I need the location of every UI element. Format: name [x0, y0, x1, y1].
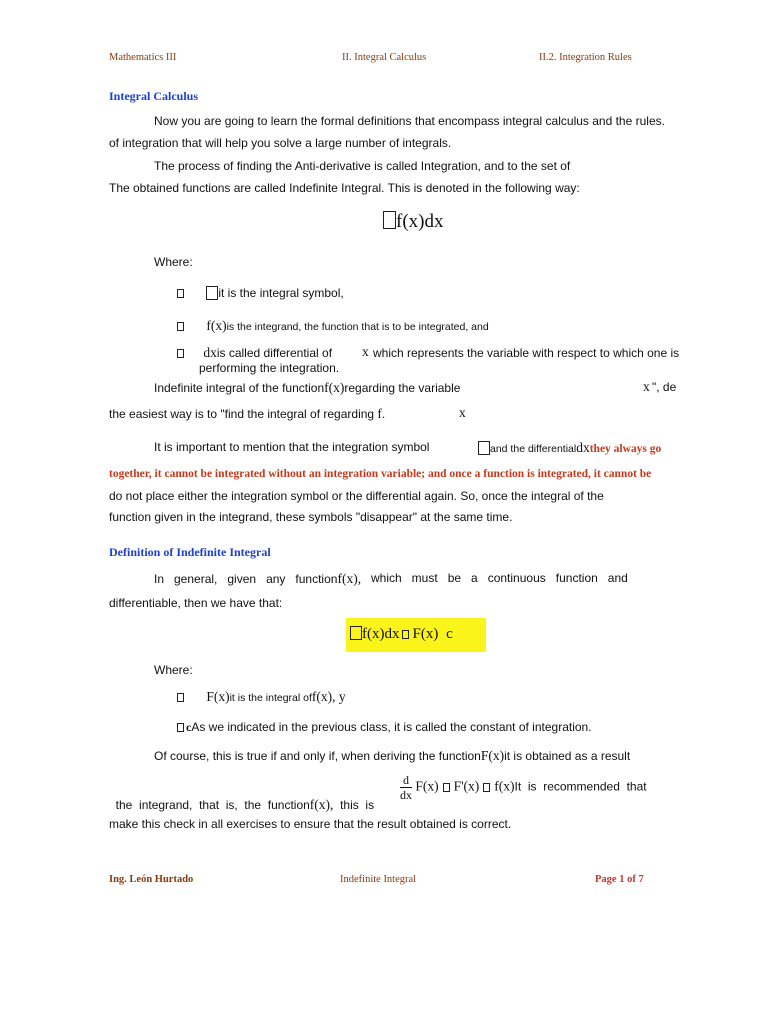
- emphasis-text: they always go: [589, 443, 662, 455]
- text: ", de: [652, 380, 677, 394]
- paragraph-line: make this check in all exercises to ensure that the result obtained is correct.: [109, 817, 512, 831]
- footer-center: Indefinite Integral: [340, 874, 417, 885]
- derivative-fraction: [400, 773, 412, 802]
- paragraph-line: The obtained functions are called Indefinite Integral. This is denoted in the following way:: [109, 181, 580, 195]
- bullet-text: As we indicated in the previous class, it is called the constant of integration.: [191, 720, 592, 734]
- equals-glyph-icon: [402, 630, 409, 639]
- formula-text: F(x): [412, 626, 439, 642]
- section-title-definition: Definition of Indefinite Integral: [109, 545, 271, 559]
- integral-symbol-icon: [206, 286, 218, 300]
- bullet-math: dx: [203, 345, 217, 360]
- variable-x: x: [643, 379, 650, 394]
- variable-x: x: [362, 344, 369, 359]
- bullet-text: which represents the variable with respect to which one is: [373, 346, 680, 360]
- paragraph-line: Now you are going to learn the formal definitions that encompass integral calculus and the rules.: [154, 114, 665, 128]
- paragraph-line: differentiable, then we have that:: [109, 596, 283, 610]
- bullet-text: is the integrand, the function that is to be integrated, and: [226, 321, 489, 333]
- paragraph-line: [109, 783, 374, 813]
- bullet-icon: [177, 322, 184, 331]
- bullet-icon: [177, 349, 184, 358]
- text: It is recommended that: [514, 779, 647, 794]
- math: dx: [576, 440, 590, 455]
- math: f(x),: [309, 797, 334, 812]
- reading-line: the easiest way is to "find the integral of regarding f.: [109, 406, 386, 421]
- paragraph-line: [154, 571, 361, 587]
- bullet-icon: [177, 723, 184, 732]
- formula-text: f(x)dx: [362, 626, 400, 642]
- fraction-denominator: dx: [400, 788, 412, 802]
- bullet-text: is called differential of: [216, 346, 333, 360]
- formula-text: f(x)dx: [396, 211, 444, 232]
- text: the integrand, that is, the function: [115, 798, 310, 812]
- derivative-expression: [400, 773, 647, 802]
- bullet-item: [177, 286, 344, 300]
- bullet-text: it is the integral of: [229, 692, 312, 704]
- bullet-item: [177, 318, 489, 334]
- paragraph-line: which must be a continuous function and: [371, 571, 628, 585]
- text: Of course, this is true if and only if, when deriving the function: [154, 749, 481, 763]
- text: In general, given any function: [154, 572, 338, 586]
- paragraph-line: function given in the integrand, these symbols "disappear" at the same time.: [109, 510, 513, 524]
- where-label: Where:: [154, 255, 193, 269]
- emphasis-text: together, it cannot be integrated without an integration variable; and once a function is integrated, it cannot be: [109, 468, 652, 480]
- bullet-icon: [177, 693, 184, 702]
- text: Indefinite integral of the function: [154, 381, 325, 395]
- bullet-item: [177, 689, 346, 705]
- where-label: Where:: [154, 663, 193, 677]
- bullet-math: f(x): [206, 318, 227, 333]
- bullet-math: F(x): [206, 689, 230, 704]
- important-line: It is important to mention that the integration symbol: [154, 440, 430, 454]
- integral-formula: [383, 211, 443, 233]
- fraction-numerator: d: [400, 773, 412, 788]
- bullet-text: performing the integration.: [199, 361, 340, 375]
- math: f(x),: [337, 571, 362, 586]
- equals-glyph-icon: [483, 783, 490, 792]
- text: this is: [340, 798, 375, 812]
- paragraph-line: The process of finding the Anti-derivative is called Integration, and to the set of: [154, 159, 571, 173]
- footer-page-number: Page 1 of 7: [595, 874, 644, 885]
- formula-text: c: [446, 626, 453, 642]
- text: regarding the variable: [344, 381, 461, 395]
- header-left: Mathematics III: [109, 52, 177, 63]
- bullet-item: [177, 345, 332, 361]
- bullet-text: it is the integral symbol,: [218, 286, 344, 300]
- bullet-icon: [177, 289, 184, 298]
- text: the easiest way is to "find the integral of regarding: [109, 407, 375, 421]
- math: F(x): [415, 778, 439, 794]
- math: f(x): [324, 380, 345, 395]
- text: and the differential: [490, 443, 577, 455]
- integral-symbol-icon: [350, 626, 362, 640]
- math: f: [377, 406, 382, 421]
- bullet-math: c: [186, 720, 192, 734]
- bullet-math: f(x), y: [311, 689, 346, 704]
- highlighted-formula: [346, 618, 486, 652]
- section-title-integral-calculus: Integral Calculus: [109, 89, 199, 103]
- variable-x: x: [459, 405, 466, 420]
- text: it is obtained as a result: [504, 749, 631, 763]
- reading-line: [154, 380, 460, 396]
- math: f(x): [494, 778, 515, 794]
- integral-symbol-icon: [383, 211, 396, 229]
- important-line: [478, 440, 661, 456]
- math: F(x): [480, 748, 505, 763]
- paragraph-line: do not place either the integration symbol or the differential again. So, once the integral of the: [109, 489, 604, 503]
- bullet-item: [177, 720, 592, 735]
- equals-glyph-icon: [443, 783, 450, 792]
- header-right: II.2. Integration Rules: [539, 52, 632, 63]
- math: F'(x): [453, 778, 480, 794]
- footer-left: Ing. León Hurtado: [109, 874, 194, 885]
- paragraph-line: [154, 748, 630, 764]
- integral-symbol-icon: [478, 441, 490, 455]
- paragraph-line: of integration that will help you solve a large number of integrals.: [109, 136, 452, 150]
- header-center: II. Integral Calculus: [342, 52, 427, 63]
